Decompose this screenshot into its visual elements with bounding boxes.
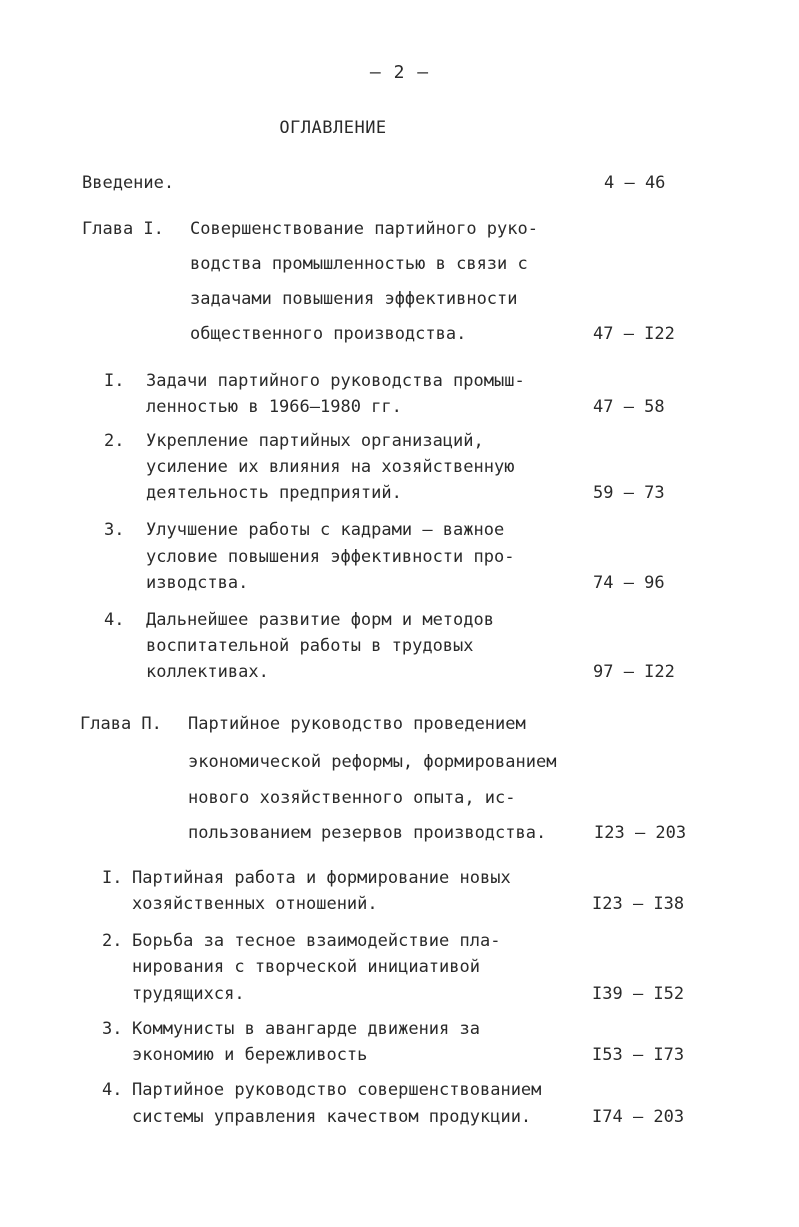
chapter-title-line: Совершенствование партийного руко- [190, 219, 538, 239]
section-number: 3. [104, 520, 125, 540]
chapter-label: Глава I. [82, 219, 164, 239]
section-title-line: Партийная работа и формирование новых [132, 868, 511, 888]
section-title-line: воспитательной работы в трудовых [146, 636, 474, 656]
section-title-line: экономию и бережливость [132, 1045, 368, 1065]
chapter-title-line: пользованием резервов производства. [188, 823, 547, 843]
chapter-title-line: общественного производства. [190, 324, 467, 344]
section-number: 2. [104, 431, 125, 451]
section-title-line: нирования с творческой инициативой [132, 957, 480, 977]
section-title-line: условие повышения эффективности про- [146, 547, 515, 567]
chapter-pages: I23 – 203 [594, 823, 687, 843]
section-pages: 97 – I22 [593, 662, 675, 682]
page-number: – 2 – [369, 62, 430, 83]
section-pages: I39 – I52 [592, 984, 685, 1004]
section-title-line: ленностью в 1966–1980 гг. [146, 397, 402, 417]
section-pages: I53 – I73 [592, 1045, 685, 1065]
chapter-title-line: Партийное руководство проведением [188, 714, 526, 734]
section-title-line: Дальнейшее развитие форм и методов [146, 610, 494, 630]
section-title-line: трудящихся. [132, 984, 245, 1004]
chapter-label: Глава П. [80, 714, 162, 734]
section-title-line: коллективах. [146, 662, 269, 682]
section-title-line: Укрепление партийных организаций, [146, 431, 484, 451]
section-title-line: Задачи партийного руководства промыш- [146, 371, 525, 391]
chapter-title-line: нового хозяйственного опыта, ис- [188, 788, 516, 808]
section-title-line: хозяйственных отношений. [132, 894, 378, 914]
section-title-line: Улучшение работы с кадрами – важное [146, 520, 505, 540]
section-number: 4. [102, 1080, 123, 1100]
section-pages: 74 – 96 [593, 573, 665, 593]
chapter-title-line: экономической реформы, формированием [188, 752, 557, 772]
section-number: 3. [102, 1019, 123, 1039]
section-number: I. [102, 868, 123, 888]
intro-pages: 4 – 46 [604, 173, 666, 193]
section-pages: 47 – 58 [593, 397, 665, 417]
chapter-title-line: задачами повышения эффективности [190, 289, 518, 309]
section-number: 4. [104, 610, 125, 630]
chapter-pages: 47 – I22 [593, 324, 675, 344]
section-pages: I23 – I38 [592, 894, 685, 914]
section-title-line: Партийное руководство совершенствованием [132, 1080, 542, 1100]
section-title-line: деятельность предприятий. [146, 483, 402, 503]
section-title-line: усиление их влияния на хозяйственную [146, 457, 515, 477]
section-title-line: Коммунисты в авангарде движения за [132, 1019, 480, 1039]
section-number: I. [104, 371, 125, 391]
section-pages: 59 – 73 [593, 483, 665, 503]
section-title-line: Борьба за тесное взаимодействие пла- [132, 931, 501, 951]
chapter-title-line: водства промышленностью в связи с [190, 254, 528, 274]
section-number: 2. [102, 931, 123, 951]
intro-title: Введение. [82, 173, 175, 193]
section-title-line: системы управления качеством продукции. [132, 1107, 532, 1127]
section-title-line: изводства. [146, 573, 249, 593]
toc-title: ОГЛАВЛЕНИЕ [279, 118, 387, 138]
section-pages: I74 – 203 [592, 1107, 685, 1127]
